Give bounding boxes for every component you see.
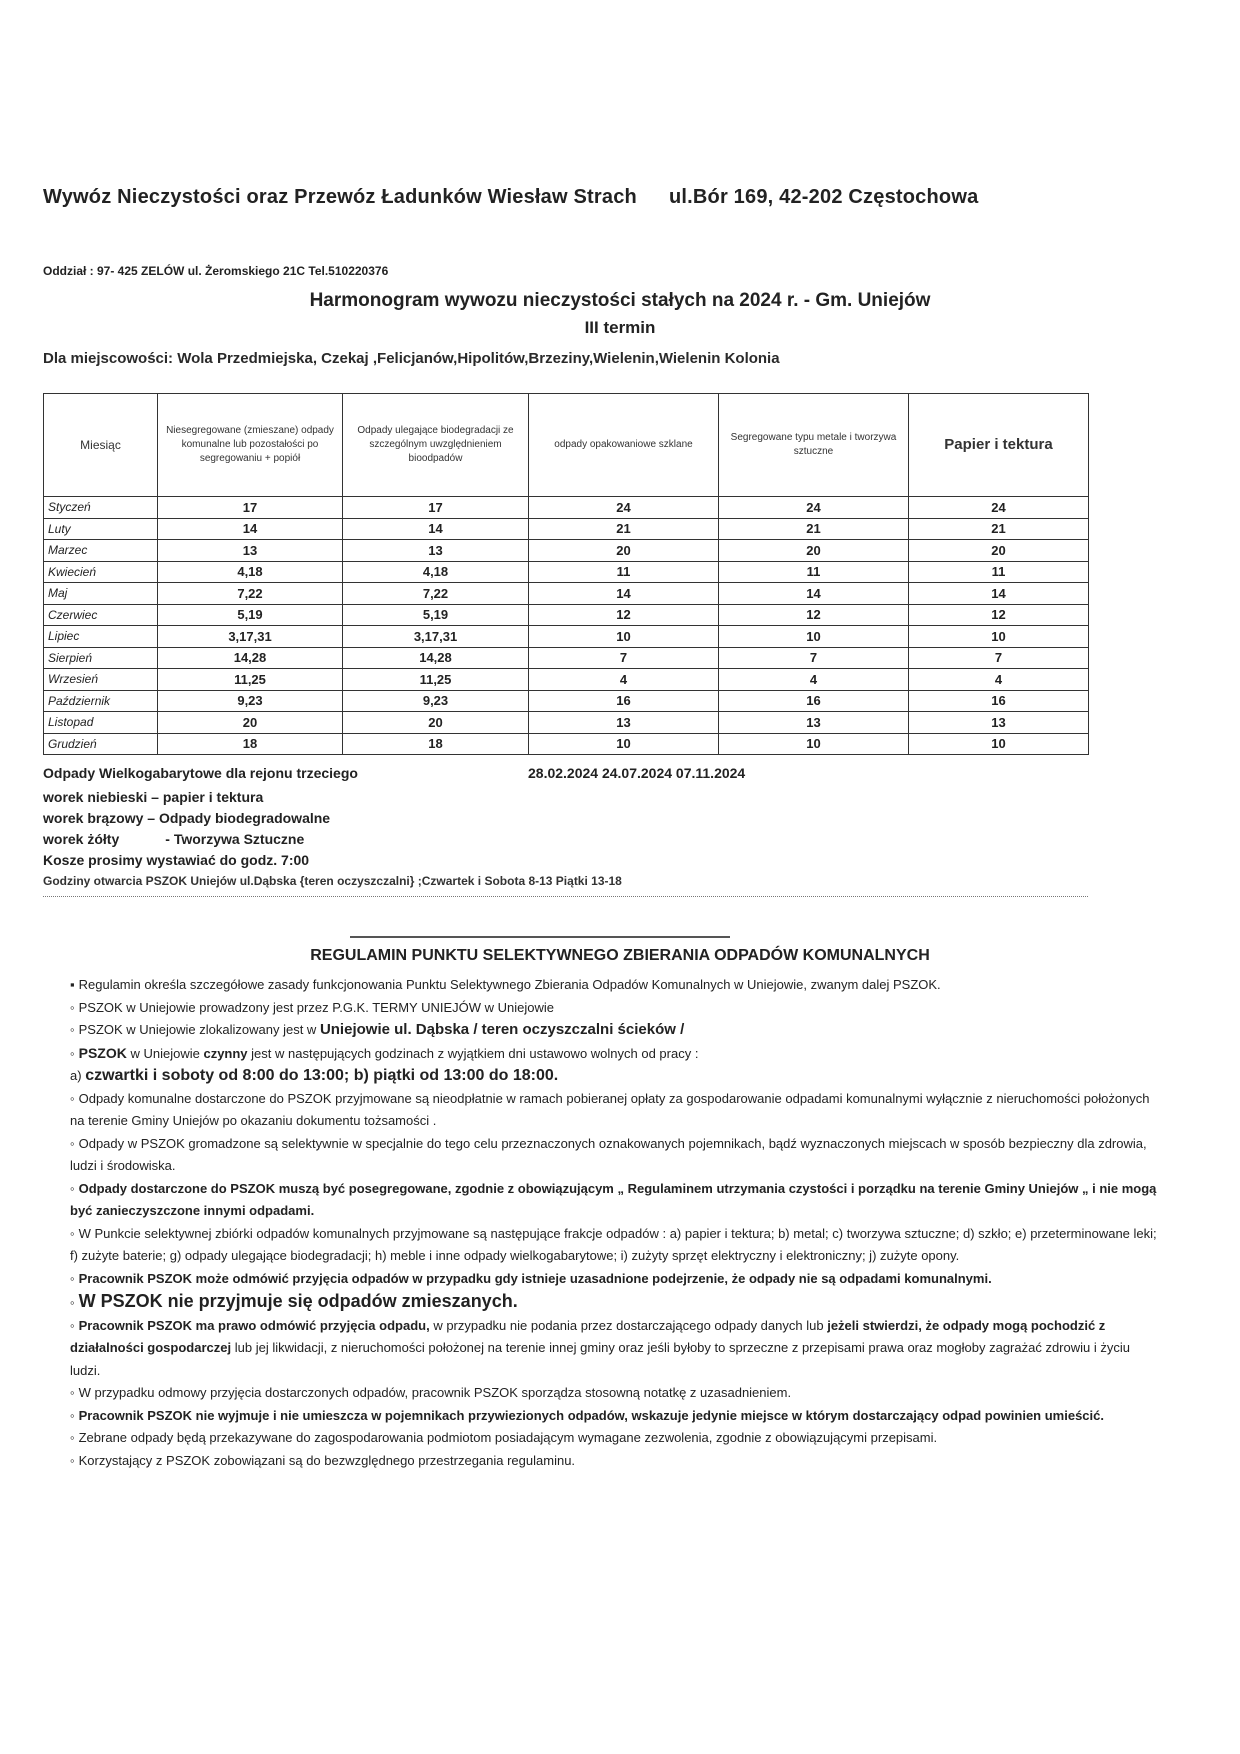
month-cell: Październik [44, 690, 158, 712]
regulation-body [70, 974, 1160, 1472]
month-cell: Czerwiec [44, 604, 158, 626]
bag-name: worek żółty [43, 831, 120, 847]
pickup-day-cell: 7 [719, 647, 909, 669]
company-address: ul.Bór 169, 42-202 Częstochowa [668, 186, 979, 208]
table-row [44, 518, 1089, 540]
bag-legend-item [43, 829, 330, 850]
pickup-day-cell: 9,23 [343, 690, 529, 712]
table-row [44, 540, 1089, 562]
bullet-icon: ◦ [70, 1225, 75, 1241]
regulation-paragraph: ◦ Pracownik PSZOK ma prawo odmówić przyjęcia odpadu, w przypadku nie podania przez dostarczającego odpady danych lub jeżeli stwierdzi, że odpady mogą pochodzić z działalności gospodarczej lub jej likwidacji, z nieruchomości położonej na terenie innej gminy oraz jeśli byłoby to sprzeczne z przepisami prawa oraz mogłoby zagrażać zdrowiu i życiu ludzi. [70, 1317, 1130, 1378]
pickup-day-cell: 12 [909, 604, 1089, 626]
section-rule [350, 936, 730, 938]
month-cell: Styczeń [44, 497, 158, 519]
regulation-title: REGULAMIN PUNKTU SELEKTYWNEGO ZBIERANIA ODPADÓW KOMUNALNYCH [310, 947, 930, 964]
bulky-waste-line [43, 765, 1088, 781]
bag-legend-item [43, 808, 330, 829]
month-cell: Marzec [44, 540, 158, 562]
schedule-table [43, 393, 1089, 755]
pickup-day-cell: 7 [529, 647, 719, 669]
pickup-day-cell: 13 [719, 712, 909, 734]
bullet-icon: ◦ [70, 1430, 75, 1445]
pickup-day-cell: 20 [343, 712, 529, 734]
regulation-paragraph: ◦ Odpady w PSZOK gromadzone są selektywnie w specjalnie do tego celu przeznaczonych oznakowanych pojemnikach, bądź wyznaczonych miejscach w sposób bezpieczny dla zdrowia, ludzi i środowiska. [70, 1135, 1147, 1173]
pickup-day-cell: 20 [719, 540, 909, 562]
pickup-day-cell: 4 [909, 669, 1089, 691]
month-cell: Lipiec [44, 626, 158, 648]
column-header: Segregowane typu metale i tworzywa sztuczne [719, 394, 909, 497]
pickup-day-cell: 20 [529, 540, 719, 562]
bag-legend-item [43, 787, 330, 808]
pickup-day-cell: 16 [529, 690, 719, 712]
bulky-waste-label: Odpady Wielkogabarytowe dla rejonu trzeciego [43, 765, 358, 781]
pickup-day-cell: 24 [529, 497, 719, 519]
pickup-day-cell: 4 [529, 669, 719, 691]
bag-waste-type: Odpady biodegradowalne [158, 810, 331, 826]
regulation-paragraph: ◦ Odpady dostarczone do PSZOK muszą być posegregowane, zgodnie z obowiązującym „ Regulaminem utrzymania czystości i porządku na terenie Gminy Uniejów „ i nie mogą być zanieczyszczone innymi odpadami. [70, 1180, 1157, 1218]
bullet-icon: ◦ [70, 1180, 75, 1196]
pickup-day-cell: 13 [909, 712, 1089, 734]
regulation-paragraph: ◦ Korzystający z PSZOK zobowiązani są do bezwzględnego przestrzegania regulaminu. [70, 1452, 576, 1468]
bullet-icon: ◦ [70, 1295, 75, 1310]
table-row [44, 604, 1089, 626]
month-cell: Sierpień [44, 647, 158, 669]
pickup-day-cell: 12 [719, 604, 909, 626]
schedule-term: III termin [584, 318, 656, 337]
pickup-day-cell: 17 [343, 497, 529, 519]
pickup-day-cell: 14 [719, 583, 909, 605]
schedule-header-row [44, 394, 1089, 497]
pickup-day-cell: 20 [909, 540, 1089, 562]
divider [43, 896, 1088, 897]
bullet-icon: ◦ [70, 999, 75, 1015]
pickup-day-cell: 14,28 [343, 647, 529, 669]
pickup-day-cell: 17 [158, 497, 343, 519]
pickup-day-cell: 7,22 [158, 583, 343, 605]
pickup-day-cell: 5,19 [343, 604, 529, 626]
pickup-day-cell: 18 [158, 733, 343, 755]
pickup-day-cell: 13 [158, 540, 343, 562]
bullet-icon: ◦ [70, 1090, 75, 1106]
bullet-icon: ◦ [70, 1022, 75, 1037]
table-row [44, 583, 1089, 605]
bullet-icon: ◦ [70, 1385, 75, 1400]
regulation-paragraph: ◦ Pracownik PSZOK może odmówić przyjęcia odpadów w przypadku gdy istnieje uzasadnione podejrzenie, że odpady nie są odpadami komunalnymi. [70, 1270, 992, 1286]
pickup-day-cell: 16 [719, 690, 909, 712]
pickup-day-cell: 4 [719, 669, 909, 691]
bag-waste-type: papier i tektura [162, 789, 264, 805]
regulation-paragraph: ◦ PSZOK w Uniejowie czynny jest w następujących godzinach z wyjątkiem dni ustawowo wolnych od pracy : [70, 1044, 699, 1061]
company-header [43, 186, 1193, 209]
bag-separator: – [151, 789, 159, 805]
bullet-icon: ◦ [70, 1407, 75, 1423]
bulky-waste-dates: 28.02.2024 24.07.2024 07.11.2024 [528, 765, 746, 781]
pszok-hours: Godziny otwarcia PSZOK Uniejów ul.Dąbska {teren oczyszczalni} ;Czwartek i Sobota 8-13 Piątki 13-18 [43, 874, 622, 888]
bullet-icon: ◦ [70, 1317, 75, 1333]
bag-name: worek brązowy [43, 810, 144, 826]
bag-separator: - [165, 831, 170, 847]
month-cell: Wrzesień [44, 669, 158, 691]
bag-name: worek niebieski [43, 789, 148, 805]
regulation-paragraph: ▪ Regulamin określa szczegółowe zasady funkcjonowania Punktu Selektywnego Zbierania Odpadów Komunalnych w Uniejowie, zwanym dalej PSZOK. [70, 977, 941, 992]
pickup-day-cell: 14,28 [158, 647, 343, 669]
bins-note: Kosze prosimy wystawiać do godz. 7:00 [43, 852, 310, 868]
table-row [44, 647, 1089, 669]
bullet-icon: ◦ [70, 1135, 75, 1151]
pickup-day-cell: 3,17,31 [158, 626, 343, 648]
pickup-day-cell: 18 [343, 733, 529, 755]
regulation-paragraph: ◦ Zebrane odpady będą przekazywane do zagospodarowania podmiotom posiadającym wymagane zezwolenia, zgodnie z obowiązującymi przepisami. [70, 1430, 938, 1445]
bag-waste-type: Tworzywa Sztuczne [173, 831, 305, 847]
company-name: Wywóz Nieczystości oraz Przewóz Ładunków Wiesław Strach [43, 186, 637, 208]
regulation-paragraph: ◦ PSZOK w Uniejowie prowadzony jest przez P.G.K. TERMY UNIEJÓW w Uniejowie [70, 999, 554, 1015]
pickup-day-cell: 10 [719, 733, 909, 755]
bag-separator: – [147, 810, 156, 826]
schedule-title: Harmonogram wywozu nieczystości stałych na 2024 r. - Gm. Uniejów [309, 290, 931, 311]
branch-info: Oddział : 97- 425 ZELÓW ul. Żeromskiego 21C Tel.510220376 [43, 264, 389, 278]
pickup-day-cell: 10 [529, 626, 719, 648]
regulation-paragraph: ◦ W Punkcie selektywnej zbiórki odpadów komunalnych przyjmowane są następujące frakcje odpadów : a) papier i tektura; b) metal; c) tworzywa sztuczne; d) szkło; e) przeterminowane leki; f) zużyte baterie; g) odpady ulegające biodegradacji; h) meble i inne odpady wielkogabarytowe; i) zużyty sprzęt elektryczny i elektroniczny; j) zużyte opony. [70, 1225, 1157, 1263]
table-row [44, 712, 1089, 734]
regulation-paragraph: ◦ PSZOK w Uniejowie zlokalizowany jest w Uniejowie ul. Dąbska / teren oczyszczalni ścieków / [70, 1021, 685, 1038]
regulation-paragraph: ◦ W przypadku odmowy przyjęcia dostarczonych odpadów, pracownik PSZOK sporządza stosowną notatkę z uzasadnieniem. [70, 1385, 792, 1400]
table-row [44, 690, 1089, 712]
pickup-day-cell: 10 [529, 733, 719, 755]
bullet-icon: ◦ [70, 1045, 75, 1061]
regulation-paragraph: ◦ Pracownik PSZOK nie wyjmuje i nie umieszcza w pojemnikach przywiezionych odpadów, wskazuje jedynie miejsce w którym dostarczający odpad powinien umieścić. [70, 1407, 1104, 1423]
bag-legend [43, 787, 330, 871]
pickup-day-cell: 21 [529, 518, 719, 540]
column-header: Miesiąc [44, 394, 158, 497]
bullet-icon: ◦ [70, 1452, 75, 1468]
pickup-day-cell: 11,25 [343, 669, 529, 691]
table-row [44, 626, 1089, 648]
pickup-day-cell: 4,18 [343, 561, 529, 583]
pickup-day-cell: 10 [909, 626, 1089, 648]
pickup-day-cell: 21 [719, 518, 909, 540]
pickup-day-cell: 20 [158, 712, 343, 734]
month-cell: Kwiecień [44, 561, 158, 583]
pickup-day-cell: 24 [719, 497, 909, 519]
regulation-paragraph: ◦ Odpady komunalne dostarczone do PSZOK przyjmowane są nieodpłatnie w ramach pobieranej opłaty za gospodarowanie odpadami komunalnymi wyłącznie z nieruchomości położonych na terenie Gminy Uniejów po okazaniu dokumentu tożsamości . [70, 1090, 1150, 1128]
bullet-icon: ◦ [70, 1270, 75, 1286]
pickup-day-cell: 14 [343, 518, 529, 540]
pickup-day-cell: 14 [529, 583, 719, 605]
column-header: Niesegregowane (zmieszane) odpady komunalne lub pozostałości po segregowaniu + popiół [158, 394, 343, 497]
bullet-icon: ▪ [70, 977, 75, 992]
month-cell: Grudzień [44, 733, 158, 755]
pickup-day-cell: 21 [909, 518, 1089, 540]
table-row [44, 497, 1089, 519]
pickup-day-cell: 16 [909, 690, 1089, 712]
pickup-day-cell: 11 [909, 561, 1089, 583]
pickup-day-cell: 14 [909, 583, 1089, 605]
table-row [44, 669, 1089, 691]
pickup-day-cell: 9,23 [158, 690, 343, 712]
pickup-day-cell: 5,19 [158, 604, 343, 626]
regulation-paragraph: a) czwartki i soboty od 8:00 do 13:00; b) piątki od 13:00 do 18:00. [70, 1067, 559, 1084]
pickup-day-cell: 12 [529, 604, 719, 626]
month-cell: Listopad [44, 712, 158, 734]
pickup-day-cell: 10 [909, 733, 1089, 755]
table-row [44, 733, 1089, 755]
pickup-day-cell: 13 [529, 712, 719, 734]
pickup-day-cell: 4,18 [158, 561, 343, 583]
pickup-day-cell: 11,25 [158, 669, 343, 691]
pickup-day-cell: 3,17,31 [343, 626, 529, 648]
pickup-day-cell: 24 [909, 497, 1089, 519]
regulation-paragraph: ◦ W PSZOK nie przyjmuje się odpadów zmieszanych. [70, 1291, 518, 1311]
pickup-day-cell: 14 [158, 518, 343, 540]
pickup-day-cell: 10 [719, 626, 909, 648]
column-header: Odpady ulegające biodegradacji ze szczególnym uwzględnieniem bioodpadów [343, 394, 529, 497]
month-cell: Maj [44, 583, 158, 605]
pickup-day-cell: 11 [719, 561, 909, 583]
column-header: odpady opakowaniowe szklane [529, 394, 719, 497]
localities-line: Dla miejscowości: Wola Przedmiejska, Czekaj ,Felicjanów,Hipolitów,Brzeziny,Wielenin,Wielenin Kolonia [43, 350, 780, 367]
pickup-day-cell: 7 [909, 647, 1089, 669]
schedule-body [44, 497, 1089, 755]
pickup-day-cell: 7,22 [343, 583, 529, 605]
month-cell: Luty [44, 518, 158, 540]
table-row [44, 561, 1089, 583]
column-header: Papier i tektura [909, 394, 1089, 497]
pickup-day-cell: 13 [343, 540, 529, 562]
pickup-day-cell: 11 [529, 561, 719, 583]
